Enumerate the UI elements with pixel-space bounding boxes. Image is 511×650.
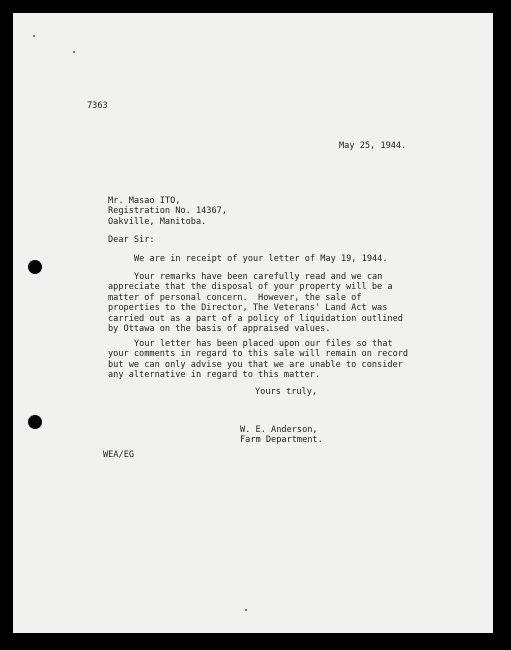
recipient-location: Oakville, Manitoba. [108,216,207,227]
recipient-address [108,196,227,227]
paragraph-line: properties to the Director, The Veterans' Land Act was [108,303,388,314]
paragraph-line: but we can only advise you that we are unable to consider [108,359,403,370]
paragraph-line: any alternative in regard to this matter. [108,370,321,381]
punch-hole-bottom [28,415,42,429]
punch-hole-top [28,260,42,274]
paper-speck [73,51,75,53]
signature-department: Farm Department. [240,435,323,446]
recipient-registration: Registration No. 14367, [108,206,227,217]
paragraph-line: carried out as a part of a policy of liquidation outlined [108,313,403,324]
paragraph-1 [134,254,388,264]
paragraph-line: Your remarks have been carefully read and we can [134,272,383,282]
recipient-name: Mr. Masao ITO, [108,196,181,206]
salutation: Dear Sir: [108,235,155,245]
paper-speck [245,609,247,611]
paragraph-line: your comments in regard to this sale will remain on record [108,349,409,360]
reference-initials: WEA/EG [103,450,135,460]
letter-date: May 25, 1944. [339,141,407,151]
paragraph-line: appreciate that the disposal of your property will be a [108,282,393,293]
letter-page [13,13,493,633]
paragraph-line: matter of personal concern. However, the sale of [108,292,362,303]
paragraph-3 [108,339,408,381]
paragraph-2 [108,272,403,334]
paper-speck [33,35,35,37]
paragraph-line: by Ottawa on the basis of appraised values. [108,324,331,335]
closing: Yours truly, [255,387,318,397]
file-number: 7363 [87,101,108,111]
paragraph-line: We are in receipt of your letter of May 19, 1944. [134,254,388,264]
paragraph-line: Your letter has been placed upon our files so that [134,339,393,349]
signature-block [240,425,323,446]
signature-name: W. E. Anderson, [240,425,318,435]
